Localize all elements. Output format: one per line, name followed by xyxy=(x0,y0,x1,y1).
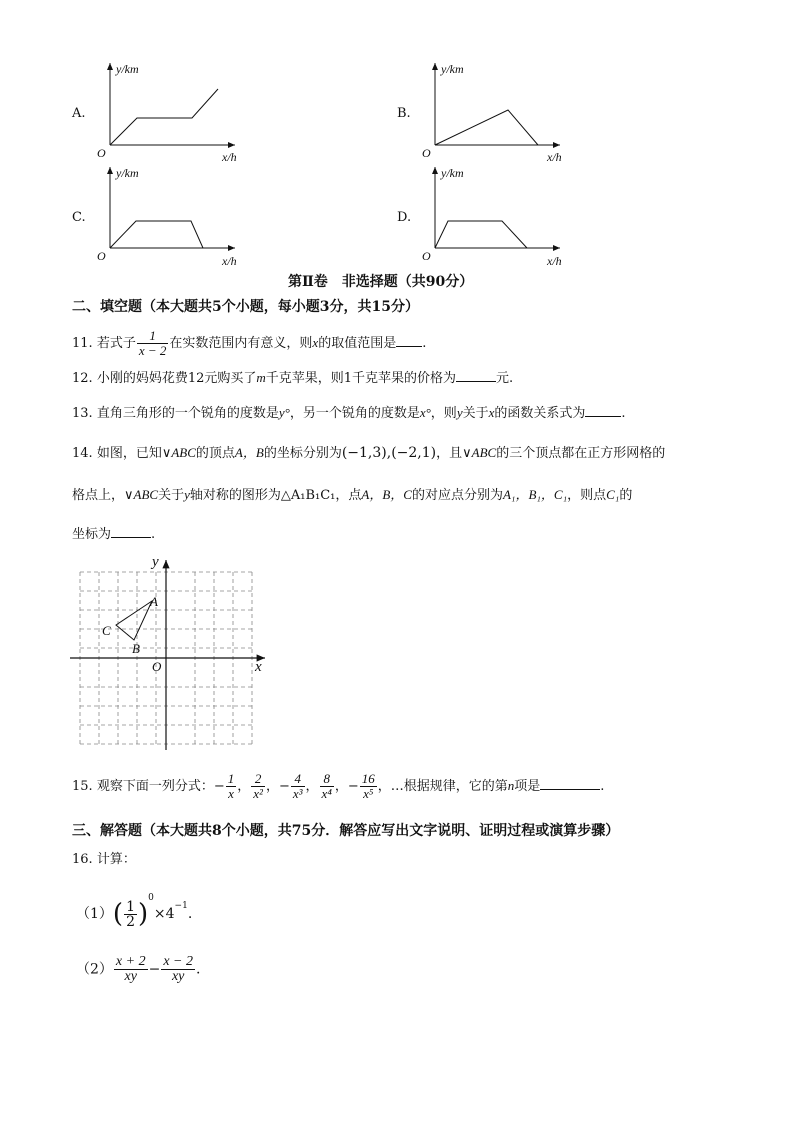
q14-pts: A₁，B₁，C₁ xyxy=(502,487,568,502)
grid-x-label: x xyxy=(255,659,262,675)
q16-p1-rest-exp: −1 xyxy=(174,901,188,911)
q14-line1b: 的顶点 xyxy=(195,446,235,461)
q16-p2-num1: x + 2 xyxy=(115,954,146,969)
q15-text3: 项是 xyxy=(514,779,541,794)
graph-c-ylabel: y/km xyxy=(116,166,139,180)
option-d-label: D. xyxy=(397,210,412,225)
graph-a-xlabel: x/h xyxy=(222,150,237,164)
graph-a-origin: O xyxy=(97,146,106,160)
graph-c-line xyxy=(110,221,203,248)
q13-number: 13. xyxy=(72,406,93,421)
q14-line2e: ，则点 xyxy=(567,488,607,503)
q15-term-4 xyxy=(320,772,334,801)
q14-abc: ABC xyxy=(171,445,196,460)
q15-text2: ，…根据规律，它的第 xyxy=(377,779,508,794)
q11-var: x xyxy=(312,335,319,350)
q16-p2-den2: xy xyxy=(171,969,185,984)
q12-text1: 小刚的妈妈花费12元购买了 xyxy=(96,371,257,386)
q14-line1d: ，且∨ xyxy=(436,446,472,461)
grid-point-b-label: B xyxy=(132,641,140,656)
q13-text2: ，另一个锐角的度数是 xyxy=(289,406,420,421)
q11-number: 11. xyxy=(72,336,93,351)
part2-heading: 二、填空题（本大题共5个小题，每小题3分，共15分） xyxy=(72,299,419,315)
graph-d-line xyxy=(435,221,527,248)
q15-term-3-sign: − xyxy=(278,779,290,794)
q14-c1: C₁ xyxy=(606,487,620,502)
q15-term-4-den: x⁴ xyxy=(321,786,332,801)
q16-p1-end: . xyxy=(187,906,193,922)
q13-end: . xyxy=(621,406,626,421)
q13-text1: 直角三角形的一个锐角的度数是 xyxy=(96,406,279,421)
q15-term-4-num: 8 xyxy=(320,772,334,787)
question-14-line1 xyxy=(72,443,665,464)
q16-p1-lparen: ( xyxy=(112,899,124,929)
q11-frac-den: x − 2 xyxy=(138,343,167,358)
q14-line1c: 的坐标分别为 xyxy=(263,446,342,461)
graph-b-origin: O xyxy=(422,146,431,160)
q15-term-2 xyxy=(251,772,265,801)
q14-line2b: 关于 xyxy=(158,488,185,503)
q15-term-5-num: 16 xyxy=(361,771,375,786)
q15-term-3-den: x³ xyxy=(292,786,303,801)
q15-term-3 xyxy=(291,772,305,801)
q14-abc-3: ABC xyxy=(133,487,159,502)
graph-a-line xyxy=(110,89,218,145)
q13-x-deg: x° xyxy=(419,405,431,420)
graph-a-ylabel: y/km xyxy=(116,62,139,76)
q14-abc-2: ABC xyxy=(471,445,497,460)
question-14-line3 xyxy=(72,523,155,545)
q16-part1 xyxy=(76,888,192,929)
q14-line1e: 的三个顶点都在正方形网格的 xyxy=(496,446,666,461)
question-12 xyxy=(72,367,513,389)
q16-p1-label: （1） xyxy=(76,906,113,922)
q16-number: 16. xyxy=(72,852,93,867)
option-a-label: A. xyxy=(72,106,86,121)
q14-line2c: 轴对称的图形为△A₁B₁C₁，点 xyxy=(189,488,362,503)
q16-p1-num: 1 xyxy=(126,898,135,915)
q11-answer-blank[interactable] xyxy=(396,332,422,347)
q14-line2f: 的 xyxy=(619,488,633,503)
q15-term-1-sign: − xyxy=(213,779,225,794)
q12-text2: 千克苹果，则1千克苹果的价格为 xyxy=(265,371,457,386)
question-13 xyxy=(72,402,626,424)
q15-term-1-den: x xyxy=(228,786,234,801)
q13-text5: 的函数关系式为 xyxy=(494,406,586,421)
graph-b-ylabel: y/km xyxy=(441,62,464,76)
q14-line3: 坐标为 xyxy=(72,527,112,542)
q12-end: 元. xyxy=(496,371,514,386)
q14-answer-blank[interactable] xyxy=(111,523,151,538)
graph-c-origin: O xyxy=(97,249,106,263)
q11-post2: 的取值范围是 xyxy=(318,336,397,351)
q14-line2a: 格点上，∨ xyxy=(72,488,134,503)
grid-point-c-label: C xyxy=(102,623,111,638)
q15-term-1 xyxy=(226,772,237,801)
graph-b-line xyxy=(435,110,538,145)
q15-n: n xyxy=(507,778,515,793)
q16-part2 xyxy=(76,955,200,984)
q16-p2-end: . xyxy=(196,961,201,978)
q14-yv: y xyxy=(184,487,190,502)
q14-number: 14. xyxy=(72,446,93,461)
q15-term-3-num: 4 xyxy=(291,772,305,787)
q16-p1-rparen: ) xyxy=(138,899,149,929)
q13-text3: ，则 xyxy=(430,406,457,421)
q12-number: 12. xyxy=(72,371,93,386)
section-title: 第Ⅱ卷 非选择题（共90分） xyxy=(288,274,474,290)
q12-answer-blank[interactable] xyxy=(456,367,496,382)
q16-p2-num2: x − 2 xyxy=(163,954,193,969)
q15-end: . xyxy=(600,779,605,794)
q14-end: . xyxy=(151,527,156,542)
q12-var: m xyxy=(256,370,266,385)
q14-coords: (−1,3),(−2,1) xyxy=(341,445,437,461)
q13-answer-blank[interactable] xyxy=(585,402,621,417)
q15-term-5-den: x⁵ xyxy=(363,786,374,801)
q16-p2-label: （2） xyxy=(76,961,113,978)
option-c-label: C. xyxy=(72,210,86,225)
graph-d-ylabel: y/km xyxy=(441,166,464,180)
q13-yv: y xyxy=(456,405,463,420)
q15-term-2-den: x² xyxy=(253,786,263,801)
q11-pre: 若式子 xyxy=(96,336,136,351)
grid-point-a-label: A xyxy=(150,594,158,609)
q11-end: . xyxy=(422,336,427,351)
q16-p2-frac1 xyxy=(114,955,148,984)
coordinate-grid-figure xyxy=(60,550,280,755)
question-16 xyxy=(72,850,136,870)
graph-c-xlabel: x/h xyxy=(222,254,237,268)
grid-y-label: y xyxy=(152,554,159,570)
q16-p1-den: 2 xyxy=(126,913,135,930)
q13-text4: 关于 xyxy=(462,406,489,421)
question-11 xyxy=(72,329,426,358)
q15-text1: 观察下面一列分式： xyxy=(96,779,214,794)
part3-heading: 三、解答题（本大题共8个小题，共75分．解答应写出文字说明、证明过程或演算步骤） xyxy=(72,823,620,839)
question-14-line2 xyxy=(72,485,632,506)
q15-term-5-sign: − xyxy=(347,779,359,794)
q16-title: 计算： xyxy=(96,852,136,867)
q11-fraction xyxy=(137,329,169,358)
triangle-abc xyxy=(116,601,152,640)
graph-d-origin: O xyxy=(422,249,431,263)
q16-p1-exp: 0 xyxy=(148,893,154,903)
q16-p2-op: − xyxy=(148,961,161,978)
q16-p1-rest: ×4 xyxy=(153,906,175,922)
grid-origin-label: O xyxy=(152,659,162,674)
q13-xv: x xyxy=(488,405,495,420)
q15-number: 15. xyxy=(72,779,93,794)
q16-p2-frac2 xyxy=(161,955,195,984)
graph-d-xlabel: x/h xyxy=(547,254,562,268)
q14-ab: A，B xyxy=(234,445,264,460)
question-15: 15. 观察下面一列分式：− $\frac{1}{x}$ ， $\frac{2}{\text{x²}}$ ，− $\frac{4}{\text{x³}}$ ， $\frac{8}{\text{x⁴}}$ ，− $\frac{16}{\text{x⁵}}$ ，…根据规律，它的第n项是 . xyxy=(72,771,605,801)
q13-y-deg: y° xyxy=(278,405,290,420)
q14-line1a: 如图，已知∨ xyxy=(96,446,172,461)
q14-line2d: 的对应点分别为 xyxy=(411,488,503,503)
option-b-label: B. xyxy=(397,106,411,121)
q15-term-1-num: 1 xyxy=(227,771,235,786)
q15-term-2-num: 2 xyxy=(251,772,265,787)
q15-term-5 xyxy=(360,772,377,801)
graph-b-xlabel: x/h xyxy=(547,150,562,164)
q11-frac-num: 1 xyxy=(137,329,169,344)
q15-answer-blank[interactable] xyxy=(540,775,600,790)
q14-abc2: A，B，C xyxy=(361,487,412,502)
q11-post: 在实数范围内有意义，则 xyxy=(169,336,313,351)
q16-p2-den1: xy xyxy=(124,969,137,984)
q16-p1-fraction xyxy=(124,900,137,929)
